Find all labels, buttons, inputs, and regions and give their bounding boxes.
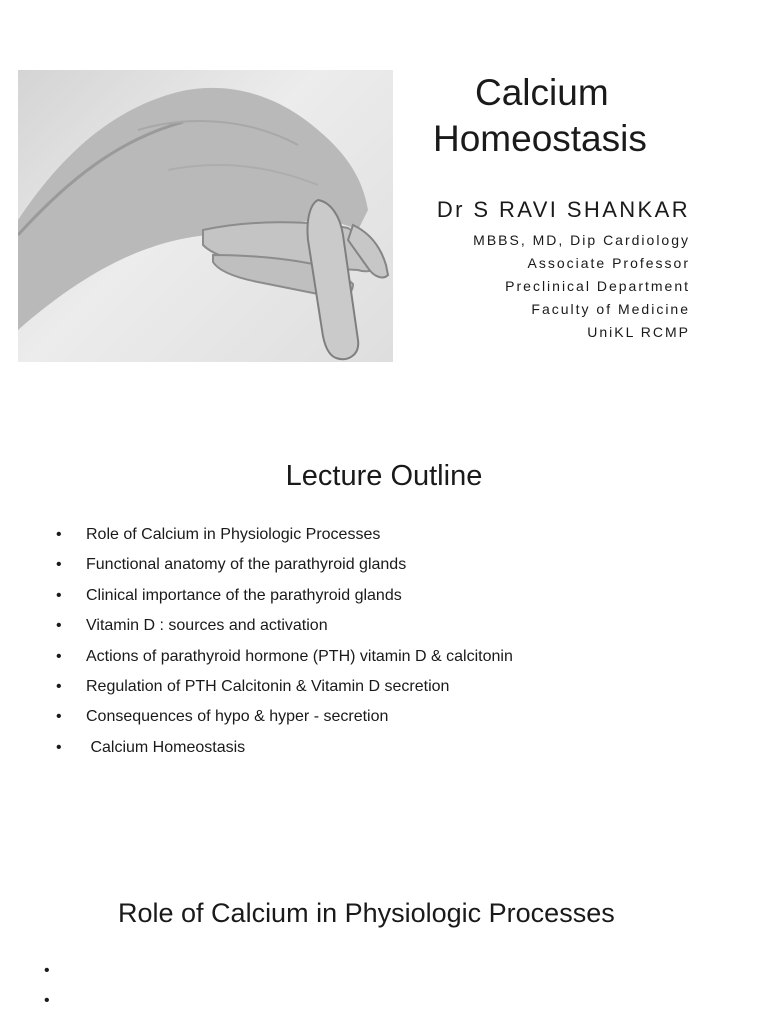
title-line-2: Homeostasis [433,118,647,159]
list-item: • Regulation of PTH Calcitonin & Vitamin D secretion [56,672,513,702]
author-faculty: Faculty of Medicine [531,301,690,317]
author-degree: MBBS, MD, Dip Cardiology [473,232,690,248]
list-item: • Vitamin D : sources and activation [56,611,513,641]
list-item: • [44,992,50,1009]
outline-list [56,520,513,763]
list-item: • Consequences of hypo & hyper - secretion [56,702,513,732]
role-slide [0,860,768,1024]
author-institution: UniKL RCMP [587,324,690,340]
author-position: Associate Professor [527,255,690,271]
title-line-1: Calcium [475,72,609,113]
hand-photo-icon [18,70,393,362]
role-list [44,956,50,1016]
list-item: • Role of Calcium in Physiologic Processes [56,520,513,550]
list-item: • Functional anatomy of the parathyroid glands [56,550,513,580]
author-name: Dr S RAVI SHANKAR [436,197,690,222]
author-department: Preclinical Department [505,278,690,294]
list-item: • [44,962,50,979]
author-details [473,229,690,344]
list-item: • Actions of parathyroid hormone (PTH) vitamin D & calcitonin [56,642,513,672]
hand-photo [18,70,393,362]
slide-title [433,70,753,162]
list-item: • Clinical importance of the parathyroid glands [56,581,513,611]
role-heading: Role of Calcium in Physiologic Processes [118,898,615,928]
title-slide [0,0,768,400]
outline-slide [0,420,768,820]
list-item: • Calcium Homeostasis [56,733,513,763]
outline-heading: Lecture Outline [285,460,483,492]
